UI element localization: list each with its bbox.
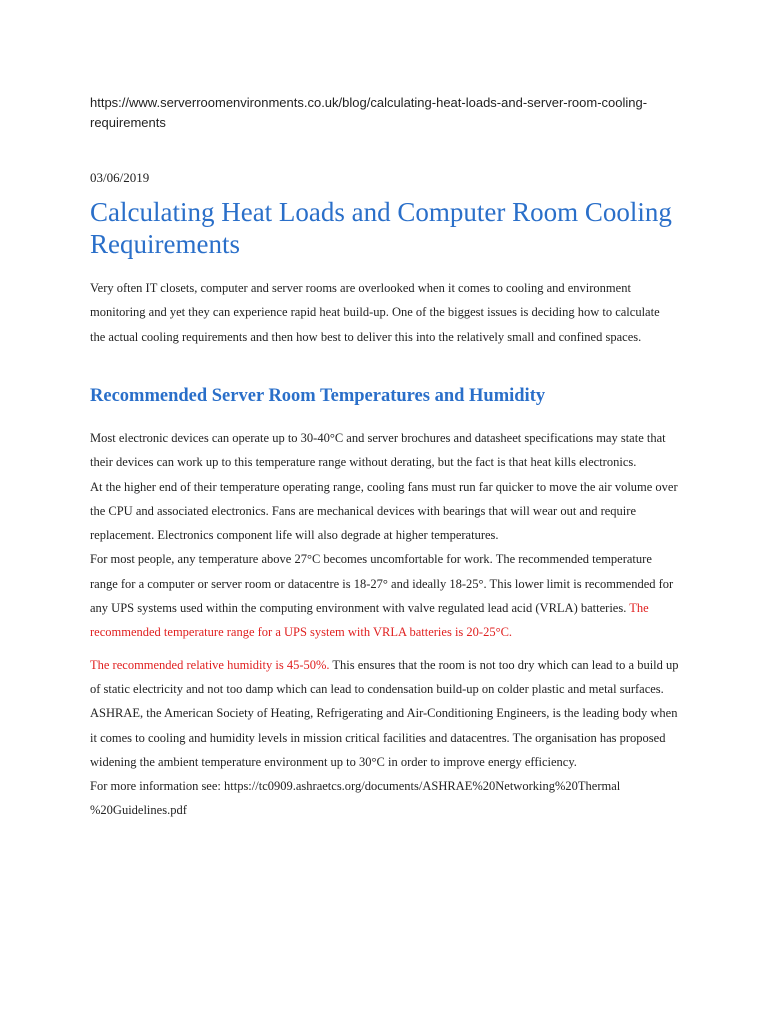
paragraph-ashrae: ASHRAE, the American Society of Heating, Refrigerating and Air-Conditioning Engineers, is the leading body when it comes to cooling and humidity levels in mission critical facilities and datacentres. The organisation has proposed widening the ambient temperature environment up to 30°C in order to improve energy efficiency.: [90, 706, 678, 769]
paragraph-more-info[interactable]: For more information see: https://tc0909.ashraetcs.org/documents/ASHRAE%20Networking%20Thermal %20Guidelines.pdf: [90, 779, 621, 818]
temperature-text: For most people, any temperature above 27°C becomes uncomfortable for work. The recommended temperature range for a computer or server room or datacentre is 18-27° and ideally 18-25°. This lower limit is recommended for any UPS systems used within the computing environment with valve regulated lead acid (VRLA) batteries.: [90, 552, 674, 616]
section-heading: Recommended Server Room Temperatures and Humidity: [90, 386, 546, 406]
section-body: [90, 426, 682, 823]
paragraph-cooling-fans: At the higher end of their temperature operating range, cooling fans must run far quicker to move the air volume over the CPU and associated electronics. Fans are mechanical devices with bearings that will wear out and require replacement. Electronics component life will also degrade at higher temperatures.: [90, 479, 678, 543]
page-title: Calculating Heat Loads and Computer Room Cooling Requirements: [90, 197, 672, 259]
source-url[interactable]: https://www.serverroomenvironments.co.uk/blog/calculating-heat-loads-and-server-room-cooling-requirements: [90, 95, 648, 130]
humidity-highlight: The recommended relative humidity is 45-50%.: [90, 657, 330, 672]
humidity-text: This ensures that the room is not too dry which can lead to a build up of static electricity and not too damp which can lead to condensation build-up on colder plastic and metal surfaces.: [90, 657, 679, 696]
paragraph-operating-range: Most electronic devices can operate up to 30-40°C and server brochures and datasheet specifications may state that their devices can work up to this temperature range without derating, but the fact is that heat kills electronics.: [90, 431, 666, 470]
ups-temperature-highlight: The recommended temperature range for a UPS system with VRLA batteries is 20-25°C.: [90, 601, 649, 640]
intro-paragraph: Very often IT closets, computer and server rooms are overlooked when it comes to cooling and environment monitoring and yet they can experience rapid heat build-up. One of the biggest issues is deciding how to calculate the actual cooling requirements and then how best to deliver this into the relatively small and confined spaces.: [90, 281, 660, 344]
paragraph-temperature-range: [90, 547, 682, 644]
post-date: 03/06/2019: [90, 170, 150, 185]
paragraph-humidity: [90, 653, 682, 702]
